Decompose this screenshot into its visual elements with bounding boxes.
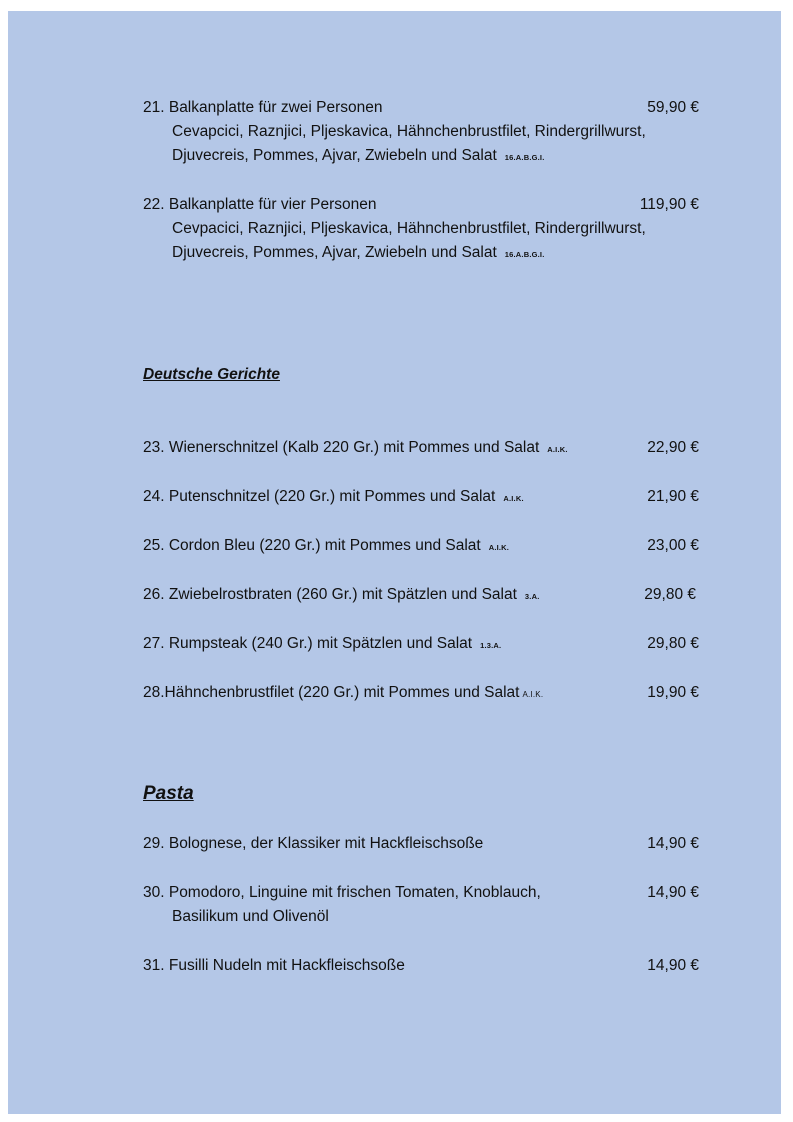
item-price: 19,90 €: [647, 684, 699, 701]
menu-item-28: [143, 681, 699, 705]
menu-item-23: [143, 436, 699, 460]
allergen-code: A.I.K.: [522, 690, 544, 699]
allergen-code: 1.3.A.: [480, 641, 502, 650]
item-title: 27. Rumpsteak (240 Gr.) mit Spätzlen und Salat: [143, 635, 473, 652]
section-heading-deutsche: Deutsche Gerichte: [143, 366, 280, 383]
menu-item-31: [143, 954, 699, 978]
item-price: 14,90 €: [647, 835, 699, 852]
item-title: 26. Zwiebelrostbraten (260 Gr.) mit Spätzlen und Salat: [143, 586, 517, 603]
item-title: 28.Hähnchenbrustfilet (220 Gr.) mit Pommes und Salat: [143, 684, 520, 701]
item-price: 14,90 €: [647, 884, 699, 901]
menu-item-22: [143, 193, 699, 265]
section-heading-pasta: Pasta: [143, 783, 194, 804]
item-title: 24. Putenschnitzel (220 Gr.) mit Pommes und Salat: [143, 488, 496, 505]
item-description: Basilikum und Olivenöl: [172, 908, 329, 925]
item-description: Djuvecreis, Pommes, Ajvar, Zwiebeln und Salat: [172, 244, 497, 261]
item-title: 29. Bolognese, der Klassiker mit Hackfleischsoße: [143, 835, 484, 852]
item-price: 21,90 €: [647, 488, 699, 505]
item-description: Cevpacici, Raznjici, Pljeskavica, Hähnchenbrustfilet, Rindergrillwurst,: [172, 220, 646, 237]
item-description: Djuvecreis, Pommes, Ajvar, Zwiebeln und Salat: [172, 147, 497, 164]
item-title: 25. Cordon Bleu (220 Gr.) mit Pommes und Salat: [143, 537, 481, 554]
menu-item-25: [143, 534, 699, 558]
item-price: 22,90 €: [647, 439, 699, 456]
allergen-code: 16.A.B.G.I.: [504, 250, 545, 259]
item-title: 22. Balkanplatte für vier Personen: [143, 196, 377, 213]
item-price: 59,90 €: [647, 99, 699, 116]
item-title: 30. Pomodoro, Linguine mit frischen Tomaten, Knoblauch,: [143, 884, 541, 901]
allergen-code: A.I.K.: [547, 445, 568, 454]
allergen-code: 16.A.B.G.I.: [504, 153, 545, 162]
item-description: Cevapcici, Raznjici, Pljeskavica, Hähnchenbrustfilet, Rindergrillwurst,: [172, 123, 646, 140]
item-title: 31. Fusilli Nudeln mit Hackfleischsoße: [143, 957, 405, 974]
menu-item-27: [143, 632, 699, 656]
item-price: 29,80 €: [647, 635, 699, 652]
menu-item-26: [143, 583, 699, 607]
item-price: 23,00 €: [647, 537, 699, 554]
menu-page: [8, 11, 781, 1114]
menu-item-21: [143, 96, 699, 168]
item-title: 23. Wienerschnitzel (Kalb 220 Gr.) mit Pommes und Salat: [143, 439, 540, 456]
item-price: 14,90 €: [647, 957, 699, 974]
item-price: 119,90 €: [639, 196, 699, 213]
item-price: 29,80 €: [644, 586, 696, 603]
menu-item-24: [143, 485, 699, 509]
menu-item-29: [143, 832, 699, 856]
menu-item-30: [143, 881, 699, 929]
menu-content: [143, 96, 699, 978]
allergen-code: A.I.K.: [488, 543, 510, 552]
item-title: 21. Balkanplatte für zwei Personen: [143, 99, 383, 116]
allergen-code: 3.A.: [524, 592, 540, 601]
allergen-code: A.I.K.: [503, 494, 524, 503]
